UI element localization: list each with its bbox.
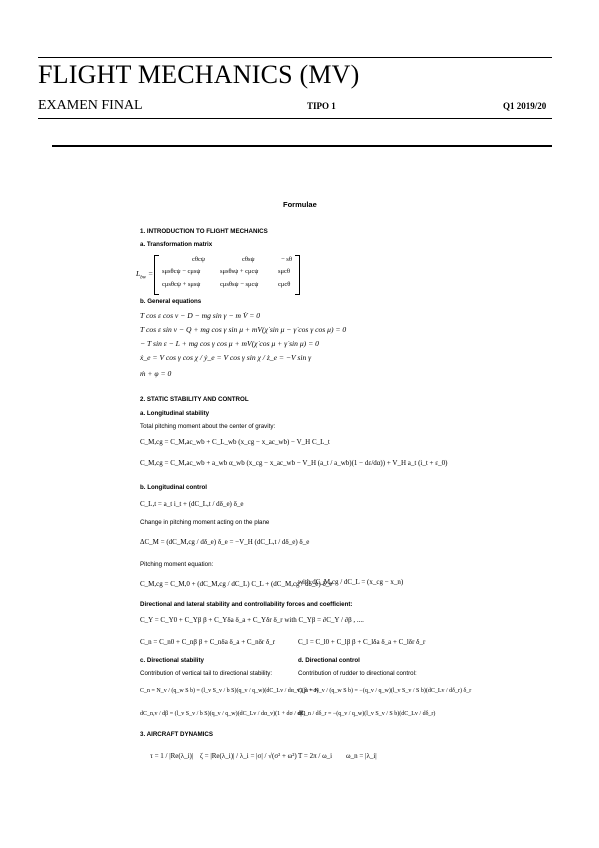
matrix-r3c1: cμsθcψ + sμsψ [162, 281, 201, 288]
stability-eq-9: C_l = C_l0 + C_lβ β + C_lδa δ_a + C_lδr δ_r [298, 638, 426, 646]
matrix-r2c2: sμsθsψ + cμcψ [220, 268, 259, 275]
matrix-r1c1: cθcψ [192, 256, 205, 263]
general-eq-4: ẋ_e = V cos γ cos χ / ẏ_e = V cos γ sin χ / ż_e = −V sin γ [140, 353, 312, 362]
dynamics-eq-2: ζ = |Re(λ_i)| / λ_i = |σ| / √(σ² + ω²) [200, 752, 297, 760]
stability-eq-3: C_L,t = a_t i_t + (dC_L,t / dδ_e) δ_e [140, 500, 244, 508]
directional-eq-c1: C_n = N_v / (q_w S b) = (l_v S_v / b S)(q_v / q_w)(dC_Lv / dα_v)(β + σ) [140, 688, 319, 694]
general-eq-2: T cos ε sin ν − Q + mg cos γ sin μ + mV(χ̇ sin μ − γ̇ cos γ cos μ) = 0 [140, 325, 347, 334]
header-bottom-rule [52, 145, 552, 147]
section-1b-heading: b. General equations [140, 298, 202, 305]
stability-eq-5: C_M,cg = C_M,0 + (dC_M,cg / dC_L) C_L + (dC_M,cg / dδ_e) δ_e [140, 580, 333, 588]
section-2d-heading: d. Directional control [298, 657, 360, 664]
section-2b-text2: Pitching moment equation: [140, 561, 214, 568]
general-eq-3: − T sin ε − L + mg cos γ cos μ + mV(χ̇ cos μ + γ̇ sin μ) = 0 [140, 339, 319, 348]
stability-eq-1: C_M,cg = C_M,ac_wb + C_L_wb (x_cg − x_ac_wb) − V_H C_L_t [140, 438, 330, 446]
formulae-title: Formulae [283, 200, 317, 209]
matrix-r1c2: cθsψ [242, 256, 255, 263]
section-2c-heading: c. Directional stability [140, 657, 204, 664]
period-label: Q1 2019/20 [503, 101, 547, 111]
matrix-r3c3: cμcθ [278, 281, 291, 288]
section-2a-heading: a. Longitudinal stability [140, 410, 210, 417]
section-3-heading: 3. AIRCRAFT DYNAMICS [140, 731, 213, 738]
directional-eq-d2: dC_n / dδ_r = −(q_v / q_w)(l_v S_v / S b)(dC_Lv / dδ_r) [298, 711, 436, 717]
general-eq-5: ṁ + φ = 0 [140, 369, 172, 378]
directional-eq-d1: C_n = N_v / (q_w S b) = −(q_v / q_w)(l_v S_v / S b)(dC_Lv / dδ_r) δ_r [298, 688, 472, 694]
tipo-label: TIPO 1 [307, 101, 336, 111]
stability-eq-7: C_Y = C_Y0 + C_Yβ β + C_Yδa δ_a + C_Yδr δ_r with C_Yβ = ∂C_Y / ∂β , .... [140, 616, 364, 624]
dynamics-eq-1: τ = 1 / |Re(λ_i)| [150, 752, 194, 760]
header-top-rule [38, 57, 552, 58]
matrix-r1c3: − sθ [281, 256, 292, 263]
stability-eq-2: C_M,cg = C_M,ac_wb + a_wb α_wb (x_cg − x_ac_wb − V_H (a_t / a_wb)(1 − dε/dα)) + V_H a_t (i_t + ε_0) [140, 459, 448, 467]
section-2-heading: 2. STATIC STABILITY AND CONTROL [140, 396, 249, 403]
stability-eq-6: with dC_M,cg / dC_L = (x_cg − x_n) [298, 578, 404, 586]
exam-label: EXAMEN FINAL [38, 98, 143, 113]
section-1-heading: 1. INTRODUCTION TO FLIGHT MECHANICS [140, 228, 268, 235]
matrix-r2c3: sμcθ [278, 268, 291, 275]
section-2-directional-heading: Directional and lateral stability and controllability forces and coefficient: [140, 601, 353, 608]
section-2a-text: Total pitching moment about the center of gravity: [140, 423, 276, 430]
section-2d-text: Contribution of rudder to directional control: [298, 670, 417, 677]
directional-eq-c2: dC_n,v / dβ = (l_v S_v / b S)(q_v / q_w)(dC_Lv / dα_v)(1 + dσ / dβ) [140, 711, 306, 717]
header-mid-rule [38, 118, 552, 119]
dynamics-eq-4: ω_n = |λ_i| [346, 752, 377, 760]
transformation-matrix [136, 255, 300, 293]
dynamics-eq-3: T = 2π / ω_i [298, 752, 333, 760]
page-title: FLIGHT MECHANICS (MV) [38, 60, 360, 89]
section-2b-heading: b. Longitudinal control [140, 484, 208, 491]
matrix-r2c1: sμsθcψ − cμsψ [162, 268, 201, 275]
stability-eq-8: C_n = C_n0 + C_nβ β + C_nδa δ_a + C_nδr δ_r [140, 638, 276, 646]
matrix-r3c2: cμsθsψ − sμcψ [220, 281, 259, 288]
section-1a-heading: a. Transformation matrix [140, 241, 213, 248]
section-2c-text: Contribution of vertical tail to directional stability: [140, 670, 273, 677]
section-2b-text: Change in pitching moment acting on the plane [140, 519, 270, 526]
matrix-label: $L_{bw}$ = [136, 269, 154, 281]
stability-eq-4: ΔC_M = (dC_M,cg / dδ_e) δ_e = −V_H (dC_L,t / dδ_e) δ_e [140, 538, 310, 546]
general-eq-1: T cos ε cos ν − D − mg sin γ − m V̇ = 0 [140, 311, 261, 320]
